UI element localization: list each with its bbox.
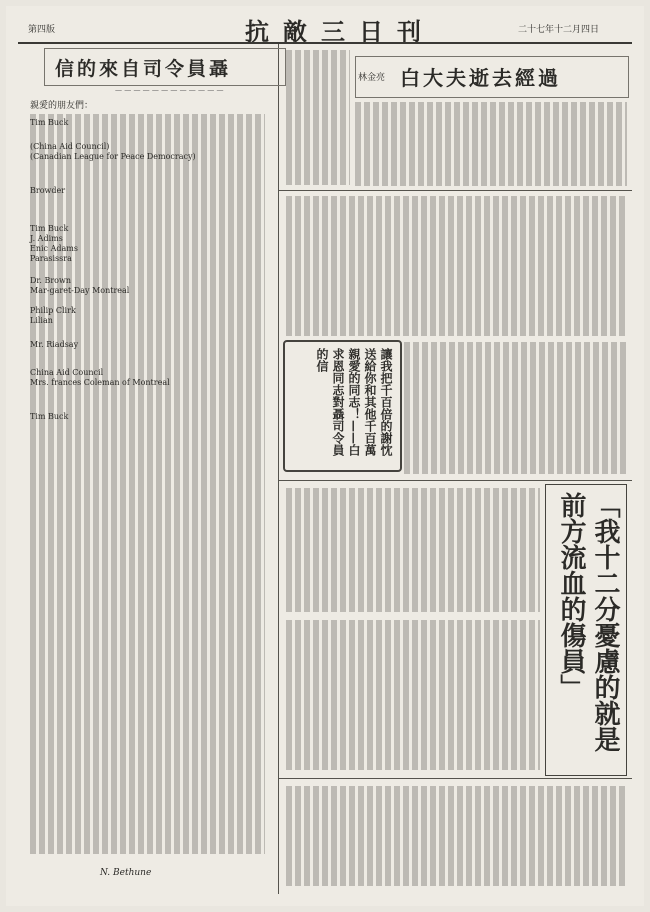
article-column-text (286, 50, 350, 185)
letter-signature: N. Bethune (100, 868, 152, 878)
article-title: 白大夫逝去經過 (400, 66, 561, 90)
letter-name: Browder (30, 186, 66, 195)
letter-name: Philip Clirk (30, 306, 76, 315)
letter-greeting: 親愛的朋友們： (30, 101, 94, 111)
letter-name: Lilian (30, 316, 53, 325)
article-column-text (355, 102, 627, 186)
section-divider (278, 778, 632, 779)
section-divider (278, 190, 632, 191)
letter-name: Mar-garet-Day Montreal (30, 286, 130, 295)
letter-name: Tim Buck (30, 224, 69, 233)
letter-name: (Canadian League for Peace Democracy) (30, 152, 196, 161)
issue-date: 二十七年十二月四日 (518, 25, 600, 35)
article-column-text (286, 620, 540, 770)
article-column-text (286, 196, 628, 336)
letter-name: Parasissra (30, 254, 72, 263)
letter-name: Mrs. frances Coleman of Montreal (30, 378, 170, 387)
article-column-text (286, 786, 628, 886)
headline-quote: 「我十二分憂慮的就是前方流血的傷員」 (556, 492, 620, 752)
letter-date-line: — — — — — — — — — — — — (115, 86, 224, 94)
letter-name: Dr. Brown (30, 276, 71, 285)
letter-name: (China Aid Council) (30, 142, 110, 151)
newspaper-title: 抗敵三日刊 (245, 17, 435, 46)
letter-name: Enic Adams (30, 244, 78, 253)
quote-text: 讓我把千百倍的謝忱送給你和其他千百萬親愛的同志！——白求恩同志對聶司令員的信 (315, 348, 393, 456)
masthead-rule (18, 42, 632, 44)
letter-name: J. Adims (30, 234, 63, 243)
letter-name: Tim Buck (30, 118, 69, 127)
letter-name: Tim Buck (30, 412, 69, 421)
letter-names-list (30, 112, 270, 422)
letter-name: Mr. Riadsay (30, 340, 79, 349)
letter-name: China Aid Council (30, 368, 104, 377)
section-divider (278, 480, 632, 481)
article-column-text (286, 488, 540, 612)
article-author: 林金亮 (358, 73, 386, 83)
column-divider (278, 44, 279, 894)
page-number: 第四版 (28, 25, 56, 35)
article-column-text (404, 342, 628, 474)
letter-title: 信的來自司令員聶 (55, 58, 232, 80)
